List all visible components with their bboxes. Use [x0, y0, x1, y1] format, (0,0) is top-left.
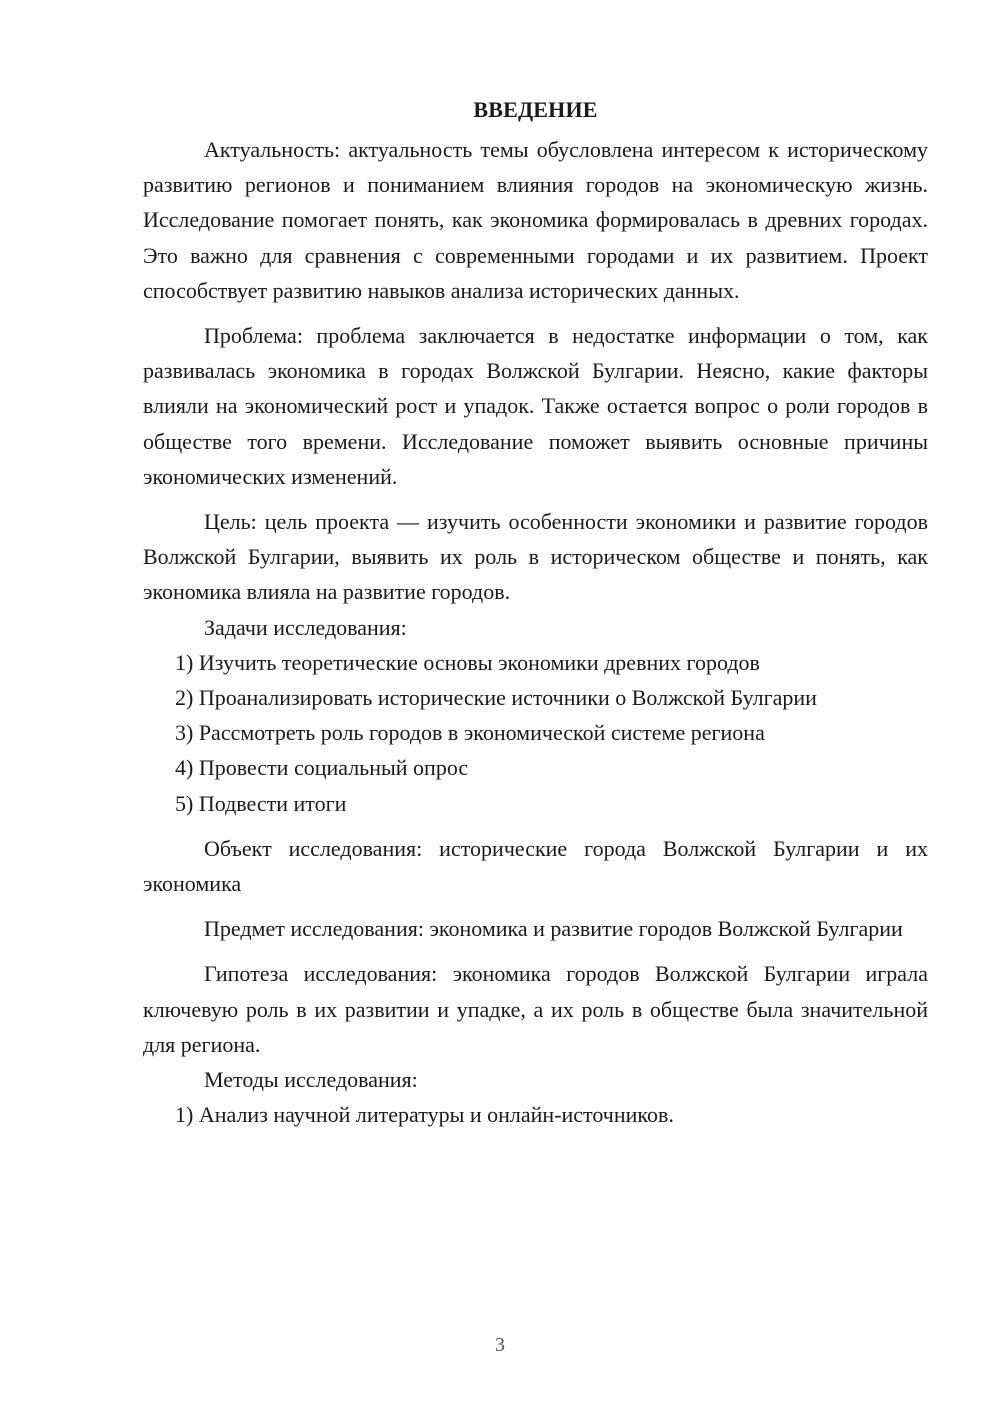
methods-list	[143, 1097, 928, 1132]
list-item: 5) Подвести итоги	[175, 790, 347, 816]
list-item: 4) Провести социальный опрос	[175, 755, 469, 781]
relevance-paragraph: Актуальность: актуальность темы обусловлена интересом к историческому развитию регионов и пониманием влияния городов на экономическую жизнь. Исследование помогает понять, как экономика формировалась в древних городах. Это важно для сравнения с современными городами и их развитием. Проект способствует развитию навыков анализа исторических данных.	[143, 137, 928, 303]
subject-paragraph: Предмет исследования: экономика и развитие городов Волжской Булгарии	[204, 916, 903, 942]
hypothesis-paragraph: Гипотеза исследования: экономика городов Волжской Булгарии играла ключевую роль в их развитии и упадке, а их роль в обществе была значительной для региона.	[143, 961, 928, 1057]
page-number: 3	[495, 1334, 505, 1356]
list-item: 1) Изучить теоретические основы экономики древних городов	[175, 649, 760, 675]
document-page	[143, 92, 928, 1132]
object-paragraph: Объект исследования: исторические города Волжской Булгарии и их экономика	[143, 835, 928, 897]
tasks-list	[143, 645, 928, 821]
list-item: 1) Анализ научной литературы и онлайн-источников.	[175, 1102, 674, 1128]
problem-paragraph: Проблема: проблема заключается в недостатке информации о том, как развивалась экономика в городах Волжской Булгарии. Неясно, какие факторы влияли на экономический рост и упадок. Также остается вопрос о роли городов в обществе того времени. Исследование поможет выявить основные причины экономических изменений.	[143, 323, 928, 489]
methods-label: Методы исследования:	[204, 1067, 418, 1093]
goal-paragraph: Цель: цель проекта — изучить особенности экономики и развитие городов Волжской Булгарии, выявить их роль в историческом обществе и понять, как экономика влияла на развитие городов.	[143, 509, 928, 605]
list-item: 2) Проанализировать исторические источники о Волжской Булгарии	[175, 685, 817, 711]
tasks-label: Задачи исследования:	[204, 614, 407, 640]
list-item: 3) Рассмотреть роль городов в экономической системе региона	[175, 720, 765, 746]
page-title: ВВЕДЕНИЕ	[473, 97, 598, 122]
